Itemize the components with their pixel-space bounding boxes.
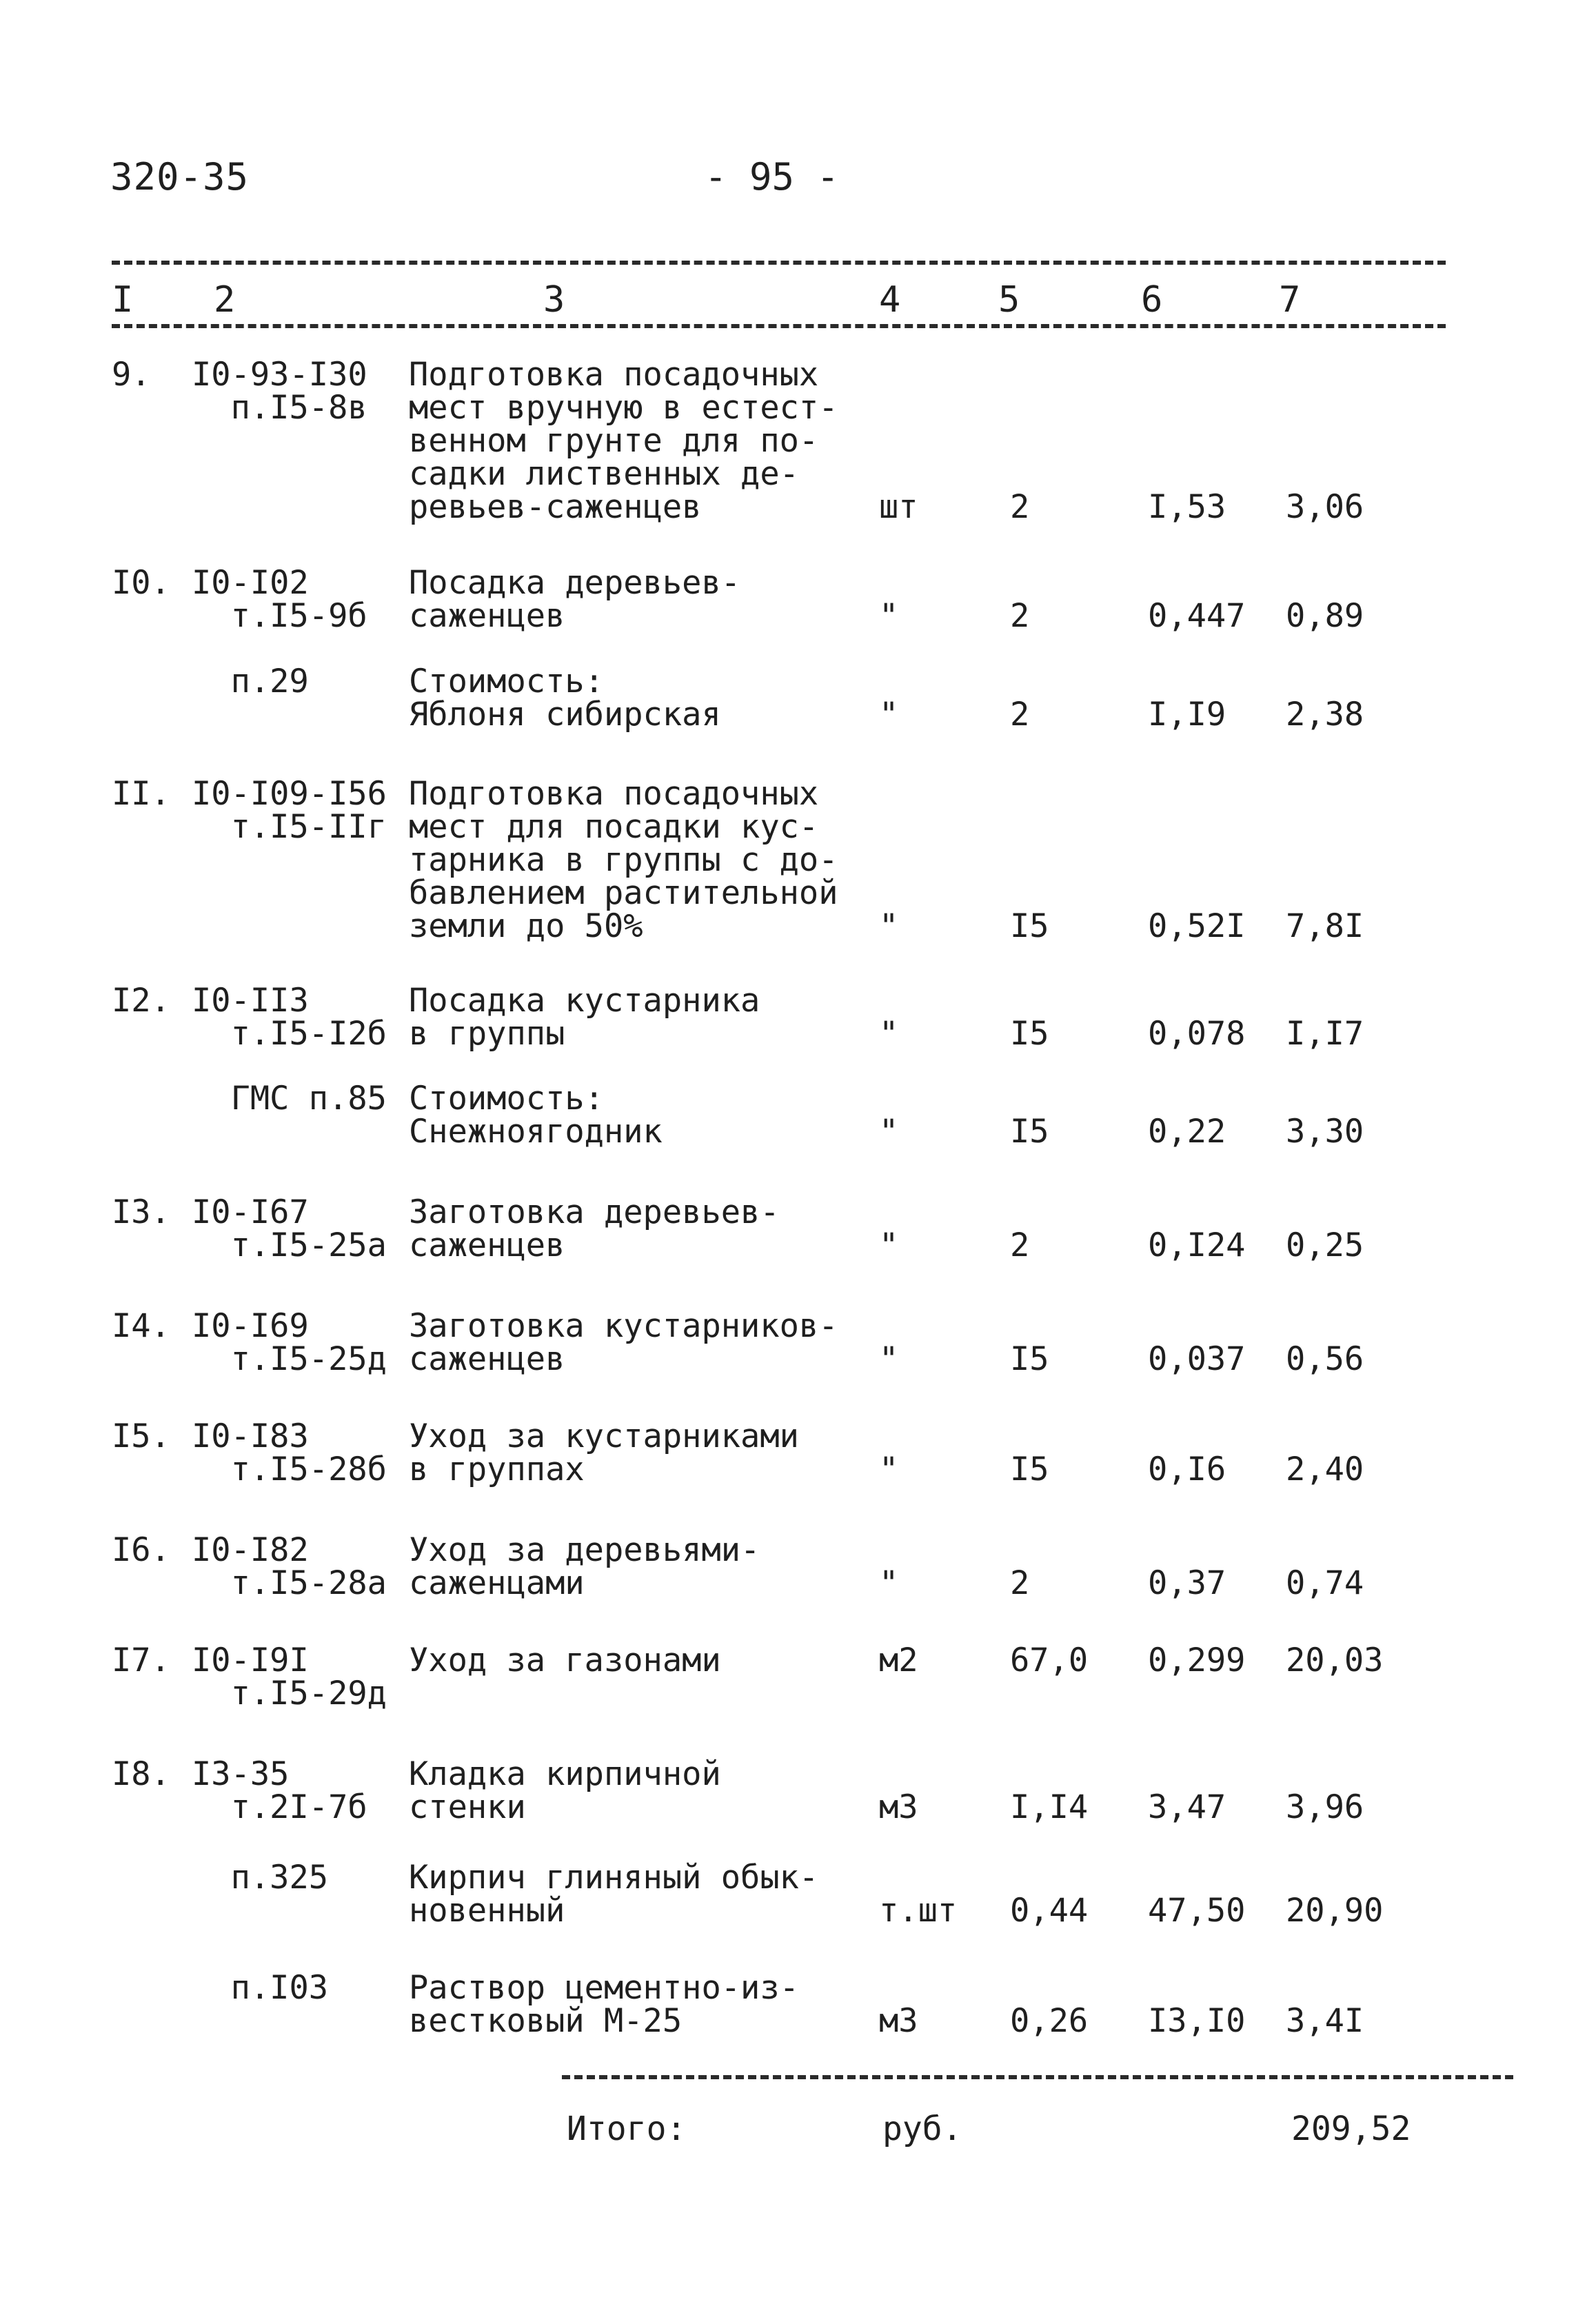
row-code: I0-I09-I56 т.I5-IIг [192, 775, 387, 846]
row-total: 3,30 [1286, 1113, 1364, 1151]
row-description: Заготовка деревьев- саженцев [409, 1193, 780, 1264]
row-quantity: I5 [1010, 1340, 1049, 1378]
row-code: п.325 [192, 1859, 329, 1897]
row-unit: шт [879, 488, 918, 526]
row-total: 0,89 [1286, 597, 1364, 635]
row-unit-price: 0,52I [1148, 907, 1246, 945]
row-unit: м2 [879, 1641, 918, 1679]
row-code: I0-II3 т.I5-I2б [192, 982, 387, 1053]
row-code: ГМС п.85 [192, 1080, 387, 1118]
row-total: 3,06 [1286, 488, 1364, 526]
row-description: Посадка кустарника в группы [409, 982, 760, 1053]
row-unit-price: I3,I0 [1148, 2002, 1246, 2040]
row-unit: т.шт [879, 1892, 958, 1930]
row-code: I0-I02 т.I5-9б [192, 564, 367, 635]
row-unit: " [879, 1015, 899, 1053]
row-quantity: 67,0 [1010, 1641, 1089, 1679]
row-unit: " [879, 1113, 899, 1151]
total-label: Итого: [567, 2110, 687, 2148]
row-number: I5. [112, 1417, 170, 1455]
row-number: I3. [112, 1193, 170, 1231]
row-quantity: I,I4 [1010, 1788, 1089, 1826]
header-bottom-rule [112, 324, 1446, 328]
row-unit-price: 0,I24 [1148, 1226, 1246, 1264]
row-unit-price: 0,447 [1148, 597, 1246, 635]
row-quantity: 2 [1010, 597, 1030, 635]
row-description: Стоимость: Снежноягодник [409, 1080, 663, 1151]
column-header-3: 3 [543, 279, 565, 321]
row-description: Заготовка кустарников- саженцев [409, 1307, 838, 1378]
row-code: п.29 [192, 663, 309, 700]
row-unit: " [879, 1451, 899, 1488]
row-total: 0,74 [1286, 1564, 1364, 1602]
row-description: Подготовка посадочных мест для посадки кус- тарника в группы с до- бавлением растительной земли до 50% [409, 775, 838, 945]
row-unit: м3 [879, 2002, 918, 2040]
row-code: I0-I83 т.I5-28б [192, 1417, 387, 1488]
row-unit-price: 0,037 [1148, 1340, 1246, 1378]
row-unit-price: I,I9 [1148, 696, 1226, 734]
row-description: Уход за кустарниками в группах [409, 1417, 799, 1488]
row-description: Посадка деревьев- саженцев [409, 564, 741, 635]
row-number: I7. [112, 1641, 170, 1679]
row-number: 9. [112, 356, 151, 394]
row-code: I0-I67 т.I5-25а [192, 1193, 387, 1264]
row-description: Кладка кирпичной стенки [409, 1755, 721, 1826]
row-code: I0-I69 т.I5-25д [192, 1307, 387, 1378]
row-unit-price: 0,37 [1148, 1564, 1226, 1602]
row-quantity: 0,44 [1010, 1892, 1089, 1930]
row-total: 20,90 [1286, 1892, 1384, 1930]
row-total: 2,38 [1286, 696, 1364, 734]
row-number: I4. [112, 1307, 170, 1345]
row-number: I6. [112, 1531, 170, 1569]
row-unit: " [879, 597, 899, 635]
row-quantity: I5 [1010, 1113, 1049, 1151]
column-header-6: 6 [1141, 279, 1163, 321]
row-total: 20,03 [1286, 1641, 1384, 1679]
row-code: I0-93-I30 п.I5-8в [192, 356, 367, 427]
row-unit: " [879, 1340, 899, 1378]
row-number: II. [112, 775, 170, 813]
row-number: I8. [112, 1755, 170, 1793]
column-header-2: 2 [214, 279, 236, 321]
row-total: 3,4I [1286, 2002, 1364, 2040]
row-description: Уход за деревьями- саженцами [409, 1531, 760, 1602]
row-unit: " [879, 1564, 899, 1602]
column-header-1: I [112, 279, 134, 321]
column-header-4: 4 [879, 279, 901, 321]
row-unit-price: 47,50 [1148, 1892, 1246, 1930]
row-quantity: I5 [1010, 1015, 1049, 1053]
row-quantity: I5 [1010, 1451, 1049, 1488]
row-code: I0-I82 т.I5-28а [192, 1531, 387, 1602]
header-top-rule [112, 261, 1446, 265]
total-unit: руб. [882, 2110, 962, 2148]
row-total: 7,8I [1286, 907, 1364, 945]
row-description: Стоимость: Яблоня сибирская [409, 663, 721, 734]
row-code: I0-I9I т.I5-29д [192, 1641, 387, 1712]
row-description: Раствор цементно-из- вестковый М-25 [409, 1969, 799, 2040]
row-quantity: 2 [1010, 488, 1030, 526]
total-value: 209,52 [1291, 2110, 1411, 2148]
row-total: I,I7 [1286, 1015, 1364, 1053]
row-unit-price: 3,47 [1148, 1788, 1226, 1826]
row-unit-price: 0,22 [1148, 1113, 1226, 1151]
row-quantity: I5 [1010, 907, 1049, 945]
row-unit: " [879, 1226, 899, 1264]
row-code: I3-35 т.2I-7б [192, 1755, 367, 1826]
row-total: 0,25 [1286, 1226, 1364, 1264]
row-code: п.I03 [192, 1969, 329, 2007]
row-unit: " [879, 907, 899, 945]
page-number: - 95 - [705, 155, 840, 199]
row-unit-price: 0,078 [1148, 1015, 1246, 1053]
row-unit-price: 0,I6 [1148, 1451, 1226, 1488]
row-number: I0. [112, 564, 170, 602]
row-total: 3,96 [1286, 1788, 1364, 1826]
row-quantity: 0,26 [1010, 2002, 1089, 2040]
total-rule [562, 2075, 1513, 2079]
row-quantity: 2 [1010, 696, 1030, 734]
document-code: 320-35 [110, 155, 250, 199]
column-header-5: 5 [998, 279, 1020, 321]
row-unit-price: I,53 [1148, 488, 1226, 526]
row-quantity: 2 [1010, 1226, 1030, 1264]
row-unit-price: 0,299 [1148, 1641, 1246, 1679]
row-total: 0,56 [1286, 1340, 1364, 1378]
row-unit: " [879, 696, 899, 734]
row-description: Уход за газонами [409, 1641, 721, 1679]
column-header-7: 7 [1279, 279, 1301, 321]
row-quantity: 2 [1010, 1564, 1030, 1602]
row-description: Кирпич глиняный обык- новенный [409, 1859, 819, 1930]
row-total: 2,40 [1286, 1451, 1364, 1488]
row-number: I2. [112, 982, 170, 1020]
row-unit: м3 [879, 1788, 918, 1826]
row-description: Подготовка посадочных мест вручную в естест- венном грунте для по- садки лиственных де- ревьев-саженцев [409, 356, 838, 526]
